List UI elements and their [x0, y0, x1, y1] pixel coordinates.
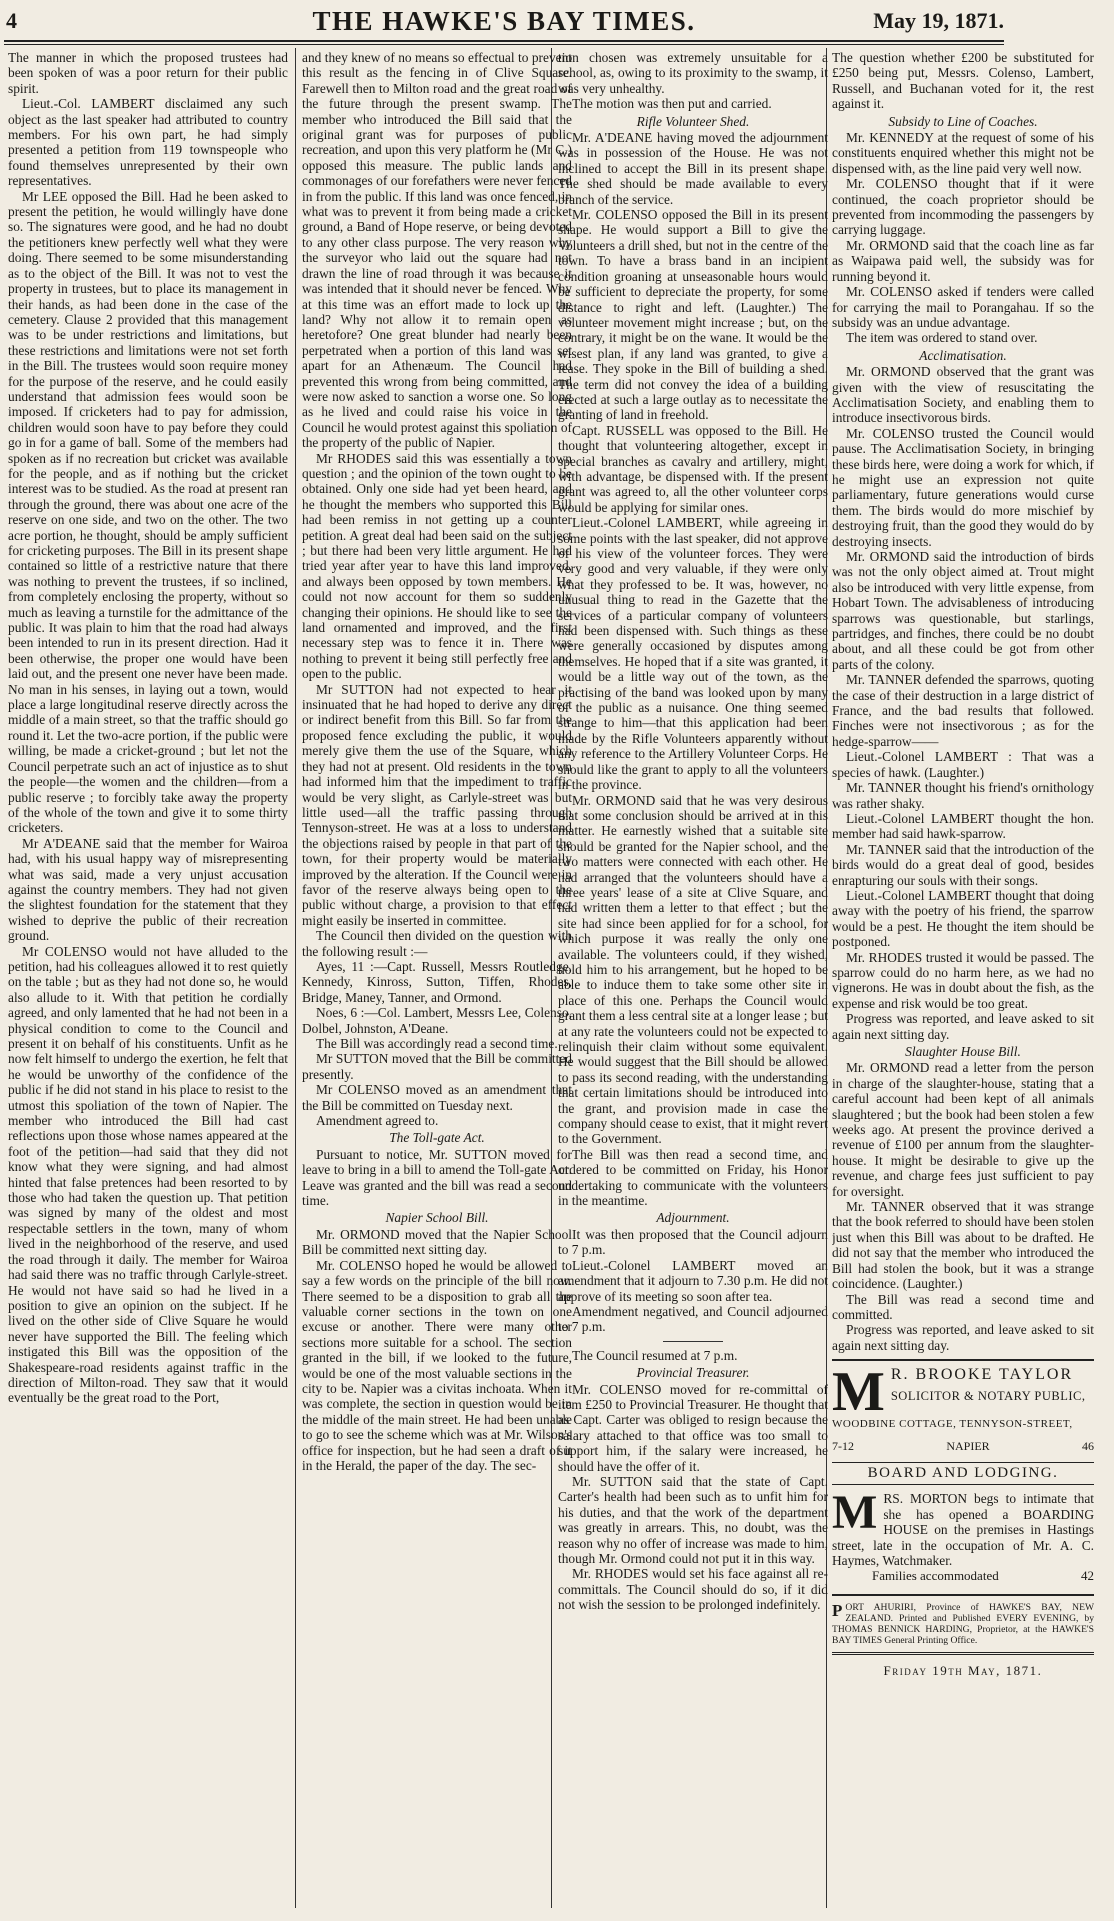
- paragraph: Mr. COLENSO asked if tenders were called for carrying the mail to Porangahau. If so the subsidy was an undue advantage.: [832, 284, 1094, 330]
- paragraph: Mr. RHODES trusted it would be passed. The sparrow could do no harm here, as we had no vignerons. He was in doubt about the fish, as the expense and risk would be too great.: [832, 949, 1094, 1011]
- paragraph: Mr LEE opposed the Bill. Had he been asked to present the petition, he would willingly have done so. The signatures were good, and he had no doubt the petitioners knew perfectly well what they were doing. There seemed to be some misunderstanding as to the object of the Bill. It was not to vest the property in trustees, but to place its management in their hands, as had been done in the case of the cemetery. Clause 2 provided that this management was to be under restrictions and limitations, but these restrictions and limitations were not set forth in the Bill. The trustees would soon require money for the purpose of the reserve, and he could easily understand that admission fees would soon be imposed. If cricketers had to pay for admission, children would soon have to pay before they could go in for a game of ball. Some of the members had spoken as if no recreation but cricket was available for the people, and as if nothing but the cricket interest was to be studied. As the road at present ran through the ground, there was about one acre of the reserve on one side, and two on the other. The two acre portion, he thought, should be amply sufficient for cricketing purposes. The Bill in its present shape contained so little of a restrictive nature that there was nothing to prevent the trustees, if so inclined, from completely enclosing the property, without so much as leaving a turnstile for the admittance of the public. It was plain to him that the road had always been intended to run in its present direction. Had it been otherwise, the proper one would have been laid out, and the present one never have been made. No man in his senses, in laying out a town, would place a large longitudinal reserve directly across the middle of a main street, so that the traffic should go round it. Let the two-acre portion, if the public were willing, be made a cricket-ground ; but let not the Council perpetrate such an act of injustice as to shut the people—the women and the children—from a public reserve ; to forcibly take away the property of the whole of the town and give it to some thirty cricketers.: [8, 188, 288, 836]
- separator-rule: [663, 1341, 723, 1342]
- paragraph: tion chosen was extremely unsuitable for a school, as, owing to its proximity to the swamp, it was very unhealthy.: [558, 50, 828, 96]
- paragraph: Mr. TANNER observed that it was strange that the book referred to should have been stolen just when this Bill was about to be drafted. He did not say that the member who introduced the Bill had stolen the book, but it was a strange coincidence. (Laughter.): [832, 1199, 1094, 1292]
- paragraph: Mr. COLENSO hoped he would be allowed to say a few words on the principle of the bill now. There seemed to be a disposition to grab all the valuable corner sections in the town on one excuse or another. There were many other sections more suitable for a school. The section granted in the bill, if we looked to the future, would be one of the most valuable sections in the city to be. Napier was a civitas inchoata. When it was complete, the section in question would be in the middle of the main street. He had been unable to go to see the scheme which was at Mr. Wilson's office for inspection, but he had seen a draft of it in the Herald, the paper of the day. The sec-: [302, 1257, 572, 1473]
- paragraph: Mr. COLENSO opposed the Bill in its present shape. He would support a Bill to give the Volunteers a drill shed, but not in the centre of the town. To have a brass band in an incipient condition groaning at unseasonable hours would be sufficient to depreciate the property, for some distance to right and left. (Laughter.) The volunteer movement might increase ; but, on the contrary, it might be on the wane. It would be the wisest plan, if any land was granted, to give a lease. They spoke in the Bill of building a shed. The term did not convey the idea of a building erected at such a large outlay as to necessitate the granting of land in freehold.: [558, 207, 828, 423]
- section-heading: Subsidy to Line of Coaches.: [888, 113, 1038, 129]
- page-number: 4: [6, 8, 17, 33]
- paragraph: Ayes, 11 :—Capt. Russell, Messrs Routledge, Kennedy, Kinross, Sutton, Tiffen, Rhodes, Bridge, Maney, Tanner, and Ormond.: [302, 958, 572, 1005]
- paragraph: Mr. ORMOND said that the coach line as far as Waipawa paid well, the subsidy was for running beyond it.: [832, 237, 1094, 284]
- paragraph: Mr. ORMOND observed that the grant was given with the view of resuscitating the Acclimatisation Society, and enabling them to introduce insectivorous birds.: [832, 364, 1094, 426]
- section-heading: Adjournment.: [656, 1210, 730, 1226]
- advertisement-board: [832, 1486, 1094, 1584]
- paragraph: Mr A'DEANE said that the member for Wairoa had, with his usual happy way of misrepresenting what was said, made a very unjust accusation against the country members. They had not given the slightest foundation for the statement that they wished to deprive the public of their recreation ground.: [8, 835, 288, 944]
- paragraph: Mr RHODES said this was essentially a town question ; and the opinion of the town ought to be obtained. Only one side had yet been heard, and he thought the members who supported this Bill had been remiss in not getting up a counter petition. A great deal had been said on the subject ; but there had been very little argument. He had tried year after year to have this land improved, and always been opposed by town members. He could not now account for them so suddenly changing their opinions. He should like to see the land ornamented and improved, and the first necessary step was to fence it in. There was nothing to prevent it being still perfectly free and open to the public.: [302, 450, 572, 682]
- paragraph: Mr. SUTTON said that the state of Capt. Carter's health had been such as to unfit him for his duties, and that the work of the department was greatly in arrears. This, no doubt, was the reason why no offer of increase was made to him, though Mr. Ormond could not put it in this way.: [558, 1473, 828, 1566]
- paragraph: The Council then divided on the question with the following result :—: [302, 928, 572, 959]
- paragraph: Noes, 6 :—Col. Lambert, Messrs Lee, Colenso, Dolbel, Johnston, A'Deane.: [302, 1005, 572, 1036]
- ad-heading: BOARD AND LODGING.: [832, 1462, 1094, 1485]
- paragraph: Mr. TANNER thought his friend's ornithology was rather shaky.: [832, 780, 1094, 811]
- paragraph: The motion was then put and carried.: [572, 96, 772, 112]
- footer-date: Friday 19th May, 1871.: [883, 1662, 1043, 1678]
- section-heading: Slaughter House Bill.: [905, 1044, 1021, 1059]
- paragraph: Lieut.-Colonel LAMBERT, while agreeing in some points with the last speaker, did not approve of his view of the volunteer forces. They were very good and very valuable, if they were only what they professed to be. It was, however, no unusual thing to read in the Gazette that the services of a particular company of volunteers had been dispensed with. Such things as these were generally occasioned by disputes among themselves. He hoped that if a site was granted, it would be a little way out of the town, as the practising of the band was looked upon by many of the public as a nuisance. One thing seemed strange to him—that this application had been made by the Rifle Volunteers apparently without any reference to the Artillery Volunteer Corps. He should like the grant to apply to all the volunteers in the province.: [558, 515, 828, 793]
- paragraph: Mr. RHODES would set his face against all re-committals. The Council should do so, if it did not wish the session to be prolonged indefinitely.: [558, 1566, 828, 1613]
- ad-name: R. BROOKE TAYLOR: [890, 1366, 1074, 1384]
- column-1: [8, 50, 288, 1915]
- ad-text: RS. MORTON begs to intimate that she has opened a BOARDING HOUSE on the premises in Hastings street, late in the occupation of Mr. A. C. Haymes, Watchmaker.: [832, 1491, 1094, 1568]
- drop-cap: P: [832, 1600, 843, 1620]
- paragraph: The question whether £200 be substituted for £250 being put, Messrs. Colenso, Lambert, Russell, and Buchanan voted for it, the rest against it.: [832, 50, 1094, 112]
- paragraph: The Bill was then read a second time, and ordered to be committed on Friday, his Honor undertaking to communicate with the volunteers in the meantime.: [558, 1146, 828, 1209]
- imprint: [832, 1594, 1094, 1646]
- ad-number: 46: [1082, 1438, 1094, 1453]
- column-3: [558, 50, 828, 1915]
- paragraph: Progress was reported, and leave asked to sit again next sitting day.: [832, 1011, 1094, 1042]
- section-heading: The Toll-gate Act.: [389, 1130, 485, 1146]
- paragraph: Lieut.-Colonel LAMBERT : That was a species of hawk. (Laughter.): [832, 749, 1094, 780]
- paragraph: Mr. ORMOND said the introduction of birds was not the only object aimed at. Trout might also be introduced with very little expense, from Hobart Town. The advisableness of introducing sparrows was questionable, but starlings, partridges, and finches, there could be no doubt about, and all these could be got from other parts of the colony.: [832, 549, 1094, 672]
- paragraph: Mr SUTTON had not expected to hear it insinuated that he had hoped to derive any direct or indirect benefit from this Bill. So far from the proposed fence excluding the public, it would merely give them the use of the Square, which they had not at present. Old residents in the town had informed him that the impediment to traffic would be very slight, as Carlyle-street was but little used—all the traffic passing through Tennyson-street. He was at a loss to understand the objections raised by people in that part of the town, for their property would be materially improved by the alteration. If the Council were in favor of the reserve always being open to the public without charge, a provision to that effect might easily be inserted in committee.: [302, 681, 572, 928]
- paragraph: It was then proposed that the Council adjourn to 7 p.m.: [558, 1226, 828, 1258]
- paragraph: Amendment negatived, and Council adjourned to 7 p.m.: [558, 1303, 828, 1335]
- ad-role: SOLICITOR & NOTARY PUBLIC,: [890, 1388, 1086, 1403]
- paragraph: Mr SUTTON moved that the Bill be committed presently.: [302, 1051, 572, 1082]
- paragraph: The Bill was accordingly read a second time.: [316, 1036, 558, 1051]
- advertisement-taylor: [832, 1359, 1094, 1454]
- header-rule: [4, 40, 1004, 42]
- paragraph: The Council resumed at 7 p.m.: [572, 1347, 738, 1363]
- paragraph: Capt. RUSSELL was opposed to the Bill. He thought that volunteering altogether, except in special branches as cavalry and artillery, might, with advantage, be dispensed with. If the present grant was agreed to, all the other volunteer corps would be applying for similar ones.: [558, 422, 828, 515]
- ad-code: 7-12: [832, 1438, 854, 1453]
- paragraph: The item was ordered to stand over.: [846, 330, 1038, 346]
- column-4: [832, 50, 1094, 1915]
- paragraph: Mr. ORMOND said that he was very desirous that some conclusion should be arrived at in this matter. He earnestly wished that a suitable site should be granted for the Napier school, and the two matters were connected with each other. He had arranged that the volunteers should have a three years' lease of a site at Clive Square, and had written them a letter to that effect ; but the site had since been applied for for a school, for which purpose it was really the only one available. The volunteers could, if they wished, hold him to his arrangement, but he hoped to be able to induce them to take some other site in place of this one. Perhaps the Council would grant them a less central site at a longer lease ; but at any rate the volunteers could not be expected to relinquish their claim without some equivalent. He would suggest that the Bill should be allowed to pass its second reading, with the understanding that certain limitations should be introduced into the grant, and provision made in case the company should cease to exist, that it might revert to the Government.: [558, 792, 828, 1147]
- paragraph: Mr. ORMOND read a letter from the person in charge of the slaughter-house, stating that a careful account had been kept of all animals slaughtered ; but the book had been stolen a few weeks ago. At present the province derived a revenue of £100 per annum from the slaughter-house. It might be desirable to give up the revenue, and charge fees just sufficient to pay for oversight.: [832, 1060, 1094, 1199]
- header-rule-thin: [4, 44, 1004, 45]
- paragraph: Amendment agreed to.: [316, 1113, 439, 1129]
- paragraph: Mr. A'DEANE having moved the adjournment was in possession of the House. He was not inclined to accept the Bill in its present shape. The shed should be made available to every branch of the service.: [558, 130, 828, 207]
- paragraph: Mr COLENSO moved as an amendment that the Bill be committed on Tuesday next.: [302, 1082, 572, 1113]
- paragraph: The manner in which the proposed trustees had been spoken of was a poor return for their public spirit.: [8, 50, 288, 96]
- column-2: [302, 50, 572, 1915]
- masthead: [4, 6, 1004, 36]
- paragraph: Pursuant to notice, Mr. SUTTON moved for leave to bring in a bill to amend the Toll-gate Act. Leave was granted and the bill was read a second time.: [302, 1146, 572, 1209]
- ad-town: NAPIER: [946, 1438, 990, 1453]
- ad-line: Families accommodated: [872, 1568, 999, 1584]
- paragraph: Mr COLENSO would not have alluded to the petition, had his colleagues allowed it to rest quietly on the table ; but as they had not done so, he would also allude to it. With that petition he cordially agreed, and only lamented that he had not been in a physical condition to come to the Council and present it on behalf of his constituents. Unfit as he now felt himself to undergo the exertion, he felt that he would be unworthy of the confidence of the public if he did not stand in his place to resist to the utmost this spoliation of the town of Napier. The member who introduced the Bill had cast reflections upon those whose names appeared at the foot of the petition—had said that they did not know what they were signing, and had almost hinted that false pretences had been resorted to by those who had taken the question up. That petition was signed by many of the oldest and most respectable settlers in the town, many of whom lived in the neighborhood of the reserve, and used the road through it daily. The member for Wairoa had said there was no traffic through Carlyle-street. He would not have said so had he lived in a position to give an opinion on the subject. If he lived on the other side of Clive Square he would never have supported the Bill. The feeling which instigated this Bill was the opposition of the Shakespeare-road residents against traffic in the direction of Milton-road. They saw that it would eventually be the great road to the Port,: [8, 943, 288, 1406]
- imprint-text: ORT AHURIRI, Province of HAWKE'S BAY, NEW ZEALAND. Printed and Published EVERY EVENING, by THOMAS BENNICK HARDING, Proprietor, at the HAWKE'S BAY TIMES General Printing Office.: [832, 1601, 1094, 1646]
- column-divider: [295, 48, 296, 1908]
- ad-address: WOODBINE COTTAGE, TENNYSON-STREET,: [832, 1418, 1073, 1431]
- footer-rule: [832, 1652, 1094, 1655]
- paragraph: Mr. KENNEDY at the request of some of his constituents enquired whether this might not be dispensed with, as the line paid very well now.: [832, 130, 1094, 176]
- paragraph: Lieut.-Colonel LAMBERT moved an amendment that it adjourn to 7.30 p.m. He did not approve of its meeting so soon after tea.: [558, 1257, 828, 1304]
- drop-cap: M: [832, 1361, 885, 1424]
- drop-cap: M: [832, 1486, 878, 1540]
- paragraph: Lieut.-Col. LAMBERT disclaimed any such object as the last speaker had attributed to country members. For his own part, he had simply presented a petition from 119 townspeople who found themselves unrepresented by their own representatives.: [8, 96, 288, 189]
- ad-footer-row: [832, 1568, 1094, 1583]
- ad-footer-row: [832, 1439, 1094, 1454]
- paragraph: Mr. ORMOND moved that the Napier School Bill be committed next sitting day.: [302, 1226, 572, 1258]
- paragraph: Lieut.-Colonel LAMBERT thought the hon. member had said hawk-sparrow.: [832, 810, 1094, 842]
- paragraph: Mr. COLENSO trusted the Council would pause. The Acclimatisation Society, in bringing these birds here, were doing a work for which, if he might use an expression not quite parliamentary, future generations would curse them. The birds would do more mischief by destroying fruit, than the good they would do by destroying insects.: [832, 425, 1094, 549]
- paragraph: Lieut.-Colonel LAMBERT thought that doing away with the poetry of his friend, the sparrow would be a pest. He thought the item should be postponed.: [832, 887, 1094, 950]
- newspaper-title: THE HAWKE'S BAY TIMES.: [312, 6, 696, 36]
- paragraph: Mr. TANNER said that the introduction of the birds would do a great deal of good, besides enrapturing our souls with their songs.: [832, 841, 1094, 888]
- section-heading: Rifle Volunteer Shed.: [636, 113, 750, 129]
- section-heading: Napier School Bill.: [385, 1210, 489, 1226]
- paragraph: Progress was reported, and leave asked to sit again next sitting day.: [832, 1322, 1094, 1353]
- section-heading: Acclimatisation.: [919, 347, 1007, 363]
- issue-date: May 19, 1871.: [873, 8, 1004, 33]
- ad-number: 42: [1081, 1568, 1094, 1584]
- paragraph: Mr. COLENSO moved for re-committal of item £250 to Provincial Treasurer. He thought that as Capt. Carter was obliged to resign because the salary attached to that office was too small to support him, if the salary were increased, he should have the offer of it.: [558, 1381, 828, 1474]
- paragraph: The Bill was read a second time and committed.: [832, 1291, 1094, 1322]
- paragraph: Mr. TANNER defended the sparrows, quoting the case of their destruction in a large district of France, and the bad results that followed. Finches were not insectivorous ; as for the hedge-sparrow——: [832, 672, 1094, 749]
- paragraph: and they knew of no means so effectual to prevent this result as the fencing in of Clive Square. Farewell then to Milton road and the great road of the future through the present swamp. The member who introduced the Bill said that the original grant was for purposes of public recreation, and upon this very platform he (Mr C.) opposed this measure. The public lands and commonages of our forefathers were never fenced in from the public. If this land was once fenced, in what was to prevent it from being made a cricket ground, a Band of Hope reserve, or being devoted to any other class purpose. The very reason why the surveyor who laid out the square had not drawn the line of road through it was because it was intended that it should never be fenced. Why at this time was an effort made to lock up the land? Why not allow it to remain open as heretofore? One great blunder had nearly been perpetrated when a portion of this land was set apart for an Athenæum. The Council had prevented this wrong from being committed, and were now asked to sanction a worse one. So long as he lived and could raise his voice in the Council he would protest against this spoliation of the property of the public of Napier.: [302, 50, 572, 451]
- paragraph: Mr. COLENSO thought that if it were continued, the coach proprietor should be prevented from incommoding the passengers by carrying luggage.: [832, 176, 1094, 238]
- section-heading: Provincial Treasurer.: [636, 1365, 750, 1381]
